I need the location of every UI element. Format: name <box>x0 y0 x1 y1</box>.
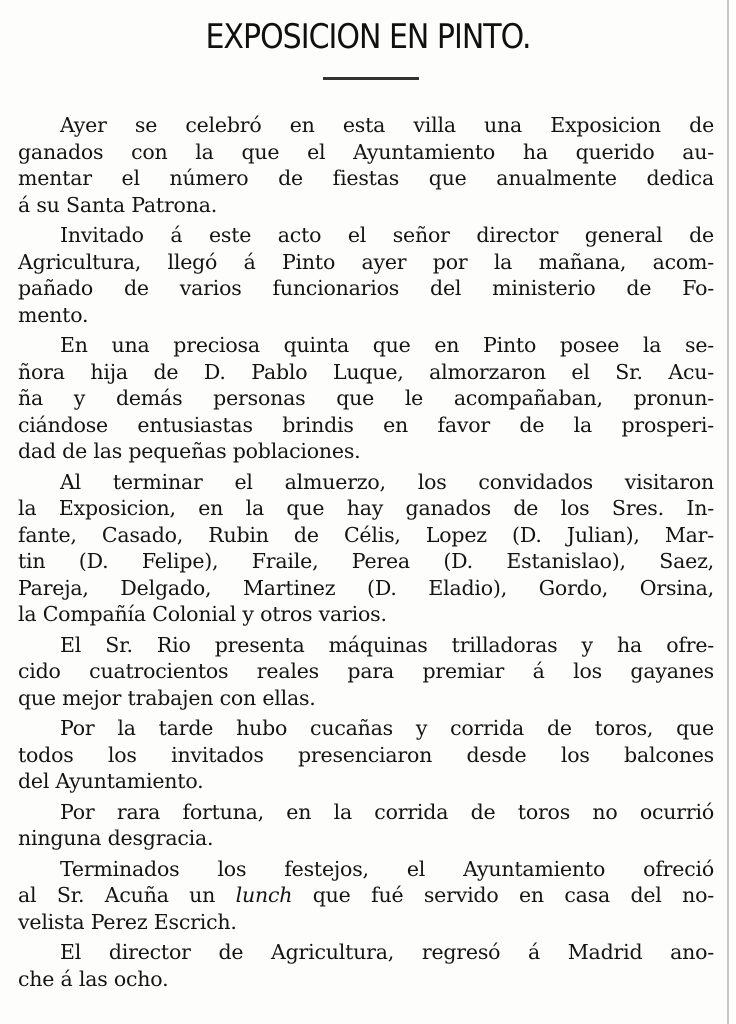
paragraph <box>18 332 714 465</box>
paragraph-line: El Sr. Rio presenta máquinas trilladoras y ha ofre- <box>60 632 714 657</box>
paragraph <box>18 469 714 628</box>
paragraph <box>18 632 714 712</box>
paragraph-line: velista Perez Escrich. <box>18 909 237 934</box>
paragraph-line: del Ayuntamiento. <box>18 769 204 793</box>
paragraph-line: todos los invitados presenciaron desde los balcones <box>18 742 714 767</box>
paragraph-line: la Exposicion, en la que hay ganados de los Sres. In- <box>18 496 714 520</box>
paragraph-line: cido cuatrocientos reales para premiar á los gayanes <box>18 659 714 683</box>
paragraph-line: che á las ocho. <box>18 966 169 991</box>
paragraph-line: mentar el número de fiestas que anualmente dedica <box>18 166 714 190</box>
paragraph-line: dad de las pequeñas poblaciones. <box>18 439 361 463</box>
article-body <box>18 112 714 996</box>
paragraph-line: ganados con la que el Ayuntamiento ha querido au- <box>18 139 714 164</box>
paragraph-line: Por rara fortuna, en la corrida de toros no ocurrió <box>60 799 714 824</box>
paragraph <box>18 799 714 852</box>
column-edge-line <box>727 0 729 1024</box>
paragraph-line: Pareja, Delgado, Martinez (D. Eladio), Gordo, Orsina, <box>18 575 714 600</box>
paragraph-line: Agricultura, llegó á Pinto ayer por la mañana, acom- <box>18 249 714 274</box>
paragraph-line: Al terminar el almuerzo, los convidados visitaron <box>60 469 714 494</box>
paragraph-line: fante, Casado, Rubin de Célis, Lopez (D. Julian), Mar- <box>18 522 714 547</box>
paragraph-line: ciándose entusiastas brindis en favor de la prosperi- <box>18 412 714 437</box>
paragraph-line: mento. <box>18 302 89 327</box>
paragraph-line: ña y demás personas que le acompañaban, pronun- <box>18 386 714 410</box>
paragraph <box>18 856 714 936</box>
paragraph-line: tin (D. Felipe), Fraile, Perea (D. Estanislao), Saez, <box>18 549 714 573</box>
article-headline: EXPOSICION EN PINTO. <box>205 18 531 58</box>
paragraph <box>18 939 714 992</box>
headline-rule <box>323 77 419 80</box>
paragraph-line: El director de Agricultura, regresó á Madrid ano- <box>60 940 714 964</box>
paragraph-line: Terminados los festejos, el Ayuntamiento ofreció <box>60 856 714 881</box>
paragraph-line: la Compañía Colonial y otros varios. <box>18 602 387 626</box>
paragraph-line: ninguna desgracia. <box>18 826 214 850</box>
paragraph-line: En una preciosa quinta que en Pinto posee la se- <box>60 333 714 357</box>
paragraph-line: ñora hija de D. Pablo Luque, almorzaron el Sr. Acu- <box>18 359 714 384</box>
paragraph-line: pañado de varios funcionarios del ministerio de Fo- <box>18 276 714 300</box>
paragraph <box>18 715 714 795</box>
paragraph <box>18 112 714 218</box>
paragraph-line: que mejor trabajen con ellas. <box>18 685 316 710</box>
paragraph <box>18 222 714 328</box>
paragraph-line: al Sr. Acuña un lunch que fué servido en casa del no- <box>18 883 714 907</box>
paragraph-line: Ayer se celebró en esta villa una Exposicion de <box>60 113 714 137</box>
paragraph-line: Invitado á este acto el señor director general de <box>60 223 714 247</box>
paragraph-line: Por la tarde hubo cucañas y corrida de toros, que <box>60 716 714 740</box>
paragraph-line: á su Santa Patrona. <box>18 192 218 217</box>
